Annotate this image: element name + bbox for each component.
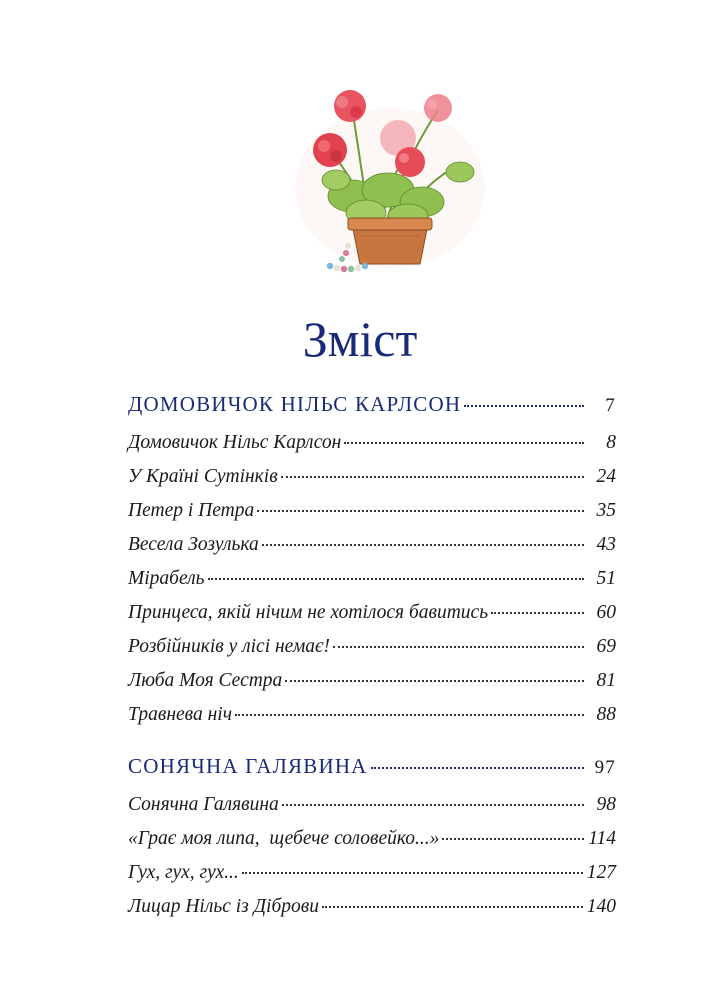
dot-leader xyxy=(285,680,584,682)
entry-title: Принцеса, якій нічим не хотілося бавитись xyxy=(128,602,489,623)
entry-title: Розбійників у лісі немає! xyxy=(128,636,331,657)
page-number: 81 xyxy=(596,670,616,691)
toc-entry[interactable] xyxy=(128,828,616,862)
entry-title: Гух, гух, гух... xyxy=(128,862,239,883)
geranium-pot-illustration xyxy=(290,78,490,278)
page-number: 7 xyxy=(605,395,616,416)
table-of-contents xyxy=(128,392,616,930)
entry-title: Мірабель xyxy=(128,568,205,589)
entry-title: Лицар Нільс із Діброви xyxy=(128,896,319,917)
page-number: 140 xyxy=(586,896,616,917)
entry-title: Травнева ніч xyxy=(128,704,233,725)
dot-leader xyxy=(235,714,584,716)
entry-title: Весела Зозулька xyxy=(128,534,259,555)
page-number: 88 xyxy=(596,704,616,725)
section-title: СОНЯЧНА ГАЛЯВИНА xyxy=(128,754,368,778)
toc-entry[interactable] xyxy=(128,862,616,896)
toc-entry[interactable] xyxy=(128,602,616,636)
toc-entry[interactable] xyxy=(128,466,616,500)
dot-leader xyxy=(371,767,584,769)
toc-section-2[interactable] xyxy=(128,754,616,794)
dot-leader xyxy=(344,442,584,444)
dot-leader xyxy=(464,405,584,407)
page-number: 98 xyxy=(596,794,616,815)
page-number: 60 xyxy=(596,602,616,623)
page-number: 8 xyxy=(606,432,616,453)
page-number: 51 xyxy=(596,568,616,589)
dot-leader xyxy=(262,544,584,546)
dot-leader xyxy=(333,646,584,648)
page-number: 43 xyxy=(596,534,616,555)
page-number: 127 xyxy=(586,862,616,883)
toc-entry[interactable] xyxy=(128,500,616,534)
entry-title: «Грає моя липа, щебече соловейко...» xyxy=(128,828,440,849)
page-number: 24 xyxy=(596,466,616,487)
toc-entry[interactable] xyxy=(128,670,616,704)
toc-entry[interactable] xyxy=(128,534,616,568)
entry-title: Люба Моя Сестра xyxy=(128,670,283,691)
dot-leader xyxy=(257,510,584,512)
dot-leader xyxy=(281,476,584,478)
dot-leader xyxy=(442,838,584,840)
dot-leader xyxy=(282,804,584,806)
page-number: 69 xyxy=(596,636,616,657)
entry-title: Петер і Петра xyxy=(128,500,255,521)
entry-title: Сонячна Галявина xyxy=(128,794,279,815)
toc-entry[interactable] xyxy=(128,704,616,738)
dot-leader xyxy=(208,578,584,580)
page-number: 97 xyxy=(594,757,616,778)
dot-leader xyxy=(242,872,583,874)
toc-section-1[interactable] xyxy=(128,392,616,432)
section-gap xyxy=(128,738,616,754)
toc-entry[interactable] xyxy=(128,794,616,828)
dot-leader xyxy=(491,612,584,614)
section-title: ДОМОВИЧОК НІЛЬС КАРЛСОН xyxy=(128,392,462,416)
page-number: 35 xyxy=(596,500,616,521)
page-number: 114 xyxy=(588,828,616,849)
entry-title: У Країні Сутінків xyxy=(128,466,278,487)
toc-entry[interactable] xyxy=(128,568,616,602)
entry-title: Домовичок Нільс Карлсон xyxy=(128,432,342,453)
toc-entry[interactable] xyxy=(128,432,616,466)
toc-entry[interactable] xyxy=(128,896,616,930)
page-title: Зміст xyxy=(302,311,418,367)
toc-entry[interactable] xyxy=(128,636,616,670)
dot-leader xyxy=(322,906,583,908)
